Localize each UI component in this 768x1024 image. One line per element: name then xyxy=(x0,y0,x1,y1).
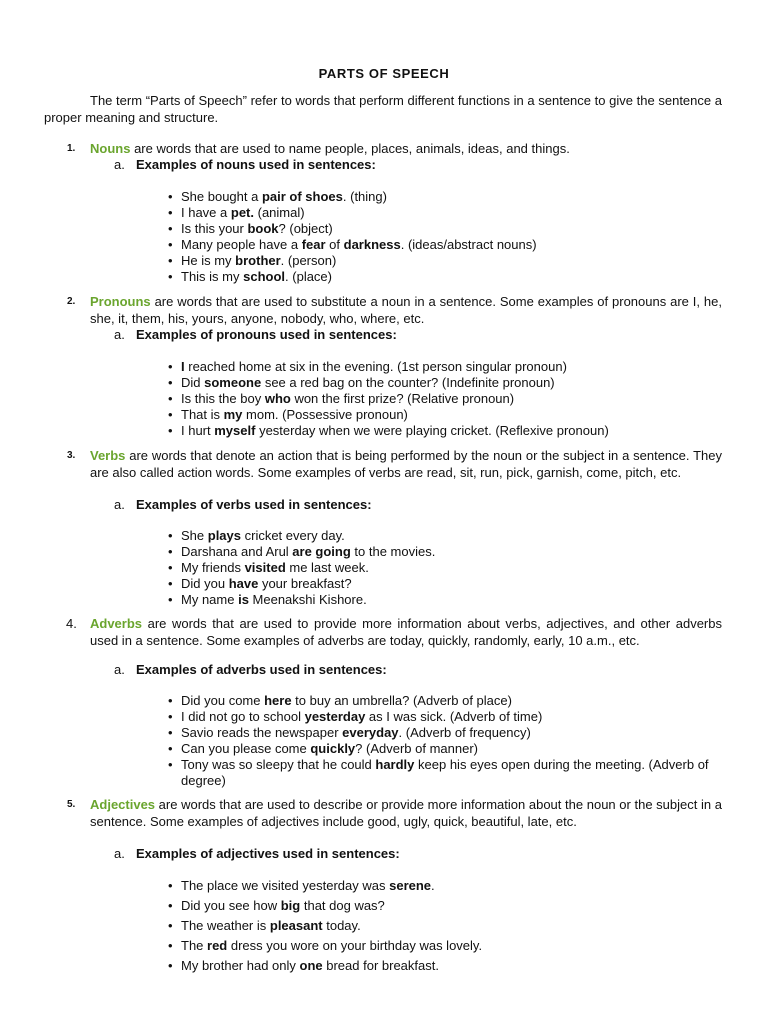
example-sentence: • Did you have your breakfast? xyxy=(168,576,724,592)
example-sentence: • Did someone see a red bag on the counter? (Indefinite pronoun) xyxy=(168,375,724,391)
section-number: 4. xyxy=(66,616,77,631)
highlighted-word: is xyxy=(238,592,249,607)
example-sentence: • This is my school. (place) xyxy=(168,269,724,285)
example-sentence: • Is this your book? (object) xyxy=(168,221,724,237)
definition-text: are words that are used to name people, places, animals, ideas, and things. xyxy=(130,141,570,156)
sub-title: Examples of adjectives used in sentences: xyxy=(136,846,400,861)
highlighted-word: quickly xyxy=(310,741,356,756)
examples-list xyxy=(168,876,724,976)
example-sentence: • That is my mom. (Possessive pronoun) xyxy=(168,407,724,423)
highlighted-word: are going xyxy=(292,544,351,559)
highlighted-word: here xyxy=(264,693,292,708)
highlighted-word: red xyxy=(207,938,228,953)
example-sentence: • I have a pet. (animal) xyxy=(168,205,724,221)
definition-text: are words that are used to describe or provide more information about the noun or the subject in a sentence. Some examples of adjectives include good, ugly, quick, beautiful, late, etc. xyxy=(90,797,722,829)
section-number: 5. xyxy=(67,799,76,810)
definition-text: are words that denote an action that is being performed by the noun or the subject in a sentence. They are also called action words. Some examples of verbs are read, sit, run, pick, garnish, come, pitch, etc. xyxy=(90,448,722,480)
sub-title: Examples of nouns used in sentences: xyxy=(136,157,376,172)
intro-paragraph: The term “Parts of Speech” refer to words that perform different functions in a sentence to give the sentence a proper meaning and structure. xyxy=(44,93,722,125)
example-sentence: • The place we visited yesterday was serene. xyxy=(168,876,724,896)
highlighted-word: school xyxy=(243,269,286,284)
term-label: Nouns xyxy=(90,141,131,156)
highlighted-word: one xyxy=(299,958,323,973)
section-definition xyxy=(90,448,722,481)
examples-heading xyxy=(114,846,400,863)
term-label: Adjectives xyxy=(90,797,156,812)
example-sentence: • Is this the boy who won the first prize? (Relative pronoun) xyxy=(168,391,724,407)
example-sentence: • Tony was so sleepy that he could hardly keep his eyes open during the meeting. (Adverb of degree) xyxy=(168,757,724,789)
examples-heading xyxy=(114,157,376,174)
example-sentence: • My name is Meenakshi Kishore. xyxy=(168,592,724,608)
highlighted-word: who xyxy=(264,391,291,406)
highlighted-word: fear xyxy=(301,237,326,252)
highlighted-word: big xyxy=(280,898,301,913)
definition-text: are words that are used to provide more information about verbs, adjectives, and other adverbs used in a sentence. Some examples of adverbs are today, quickly, randomly, early, 10 a.m., etc. xyxy=(90,616,722,648)
highlighted-word: plays xyxy=(207,528,241,543)
examples-heading xyxy=(114,497,372,514)
sub-label: a. xyxy=(114,497,125,512)
highlighted-word: I xyxy=(181,359,185,374)
examples-list xyxy=(168,528,724,608)
example-sentence: • My friends visited me last week. xyxy=(168,560,724,576)
example-sentence: • Did you see how big that dog was? xyxy=(168,896,724,916)
example-sentence: • The red dress you wore on your birthday was lovely. xyxy=(168,936,724,956)
section-definition xyxy=(90,797,722,830)
sub-label: a. xyxy=(114,157,125,172)
example-sentence: • I reached home at six in the evening. (1st person singular pronoun) xyxy=(168,359,724,375)
definition-text: are words that are used to substitute a noun in a sentence. Some examples of pronouns are I, he, she, it, them, his, yours, anyone, nobody, who, where, etc. xyxy=(90,294,722,326)
highlighted-word: book xyxy=(247,221,279,236)
examples-list xyxy=(168,359,724,439)
example-sentence: • Can you please come quickly? (Adverb of manner) xyxy=(168,741,724,757)
example-sentence: • Did you come here to buy an umbrella? (Adverb of place) xyxy=(168,693,724,709)
section-number: 3. xyxy=(67,450,76,461)
examples-heading xyxy=(114,327,397,344)
section-definition xyxy=(90,141,722,158)
highlighted-word: serene xyxy=(389,878,432,893)
section-number: 1. xyxy=(67,143,76,154)
example-sentence: • She plays cricket every day. xyxy=(168,528,724,544)
highlighted-word: myself xyxy=(214,423,256,438)
example-sentence: • I did not go to school yesterday as I was sick. (Adverb of time) xyxy=(168,709,724,725)
highlighted-word: pair of shoes xyxy=(261,189,343,204)
example-sentence: • She bought a pair of shoes. (thing) xyxy=(168,189,724,205)
highlighted-word: darkness xyxy=(343,237,401,252)
highlighted-word: brother xyxy=(235,253,281,268)
sub-title: Examples of pronouns used in sentences: xyxy=(136,327,397,342)
example-sentence: • I hurt myself yesterday when we were playing cricket. (Reflexive pronoun) xyxy=(168,423,724,439)
sub-label: a. xyxy=(114,662,125,677)
section-definition xyxy=(90,616,722,649)
example-sentence: • Darshana and Arul are going to the movies. xyxy=(168,544,724,560)
example-sentence: • He is my brother. (person) xyxy=(168,253,724,269)
examples-list xyxy=(168,189,724,285)
highlighted-word: pet. xyxy=(230,205,254,220)
term-label: Adverbs xyxy=(90,616,143,631)
highlighted-word: have xyxy=(228,576,259,591)
sub-label: a. xyxy=(114,846,125,861)
highlighted-word: everyday xyxy=(342,725,399,740)
sub-label: a. xyxy=(114,327,125,342)
examples-list xyxy=(168,693,724,789)
sub-title: Examples of adverbs used in sentences: xyxy=(136,662,387,677)
term-label: Verbs xyxy=(90,448,126,463)
sub-title: Examples of verbs used in sentences: xyxy=(136,497,372,512)
highlighted-word: yesterday xyxy=(304,709,366,724)
section-definition xyxy=(90,294,722,327)
section-number: 2. xyxy=(67,296,76,307)
example-sentence: • Savio reads the newspaper everyday. (Adverb of frequency) xyxy=(168,725,724,741)
highlighted-word: pleasant xyxy=(269,918,323,933)
term-label: Pronouns xyxy=(90,294,151,309)
example-sentence: • Many people have a fear of darkness. (ideas/abstract nouns) xyxy=(168,237,724,253)
example-sentence: • My brother had only one bread for breakfast. xyxy=(168,956,724,976)
highlighted-word: someone xyxy=(204,375,262,390)
highlighted-word: my xyxy=(223,407,243,422)
example-sentence: • The weather is pleasant today. xyxy=(168,916,724,936)
examples-heading xyxy=(114,662,387,679)
highlighted-word: visited xyxy=(244,560,286,575)
page-title: PARTS OF SPEECH xyxy=(318,66,450,81)
highlighted-word: hardly xyxy=(375,757,415,772)
